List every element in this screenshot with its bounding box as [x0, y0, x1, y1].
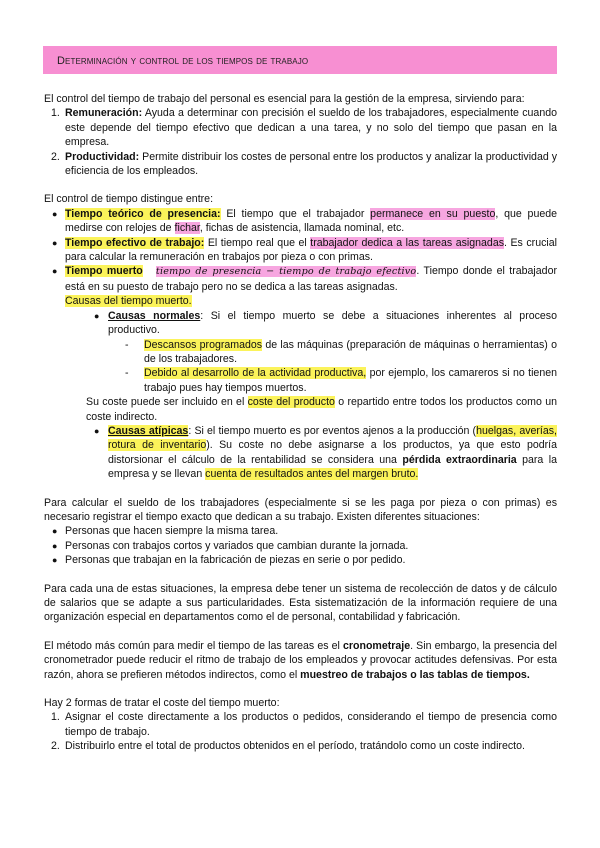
bullet-icon: ●	[94, 425, 100, 436]
metodo-paragraph: El método más común para medir el tiempo de las tareas es el cronometraje. Sin embargo, la presencia del cronometrador puede reducir el ritmo de trabajo de los empleados y provocar actitudes defensivas. Por esta razón, ahora se prefieren métodos indirectos, como el muestreo de trabajos o las tablas de tiempos.	[44, 639, 558, 681]
normal-cost-paragraph: Su coste puede ser incluido en el coste del producto o repartido entre todos los productos como un coste indirecto.	[86, 396, 557, 423]
bullet-icon: ●	[94, 310, 100, 321]
causes-list	[65, 309, 557, 338]
list-item-tiempo-teorico: ● Tiempo teórico de presencia: El tiempo que el trabajador permanece en su puesto, que puede medirse con relojes de fichar, fichas de asistencia, llamada nominal, etc.	[52, 207, 558, 235]
purposes-list	[44, 106, 557, 178]
list-item-causas-atipicas: ● Causas atípicas: Si el tiempo muerto es por eventos ajenos a la producción (huelgas, averías, rotura de inventario). Su coste no debe asignarse a los productos, ya que esto podría distorsionar el cálculo de la rentabilidad se considera una pérdida extraordinaria para la empresa y se llevan cuenta de resultados antes del margen bruto.	[94, 424, 558, 481]
list-item-causas-normales: ● Causas normales: Si el tiempo muerto se debe a situaciones inherentes al proceso productivo.	[94, 309, 557, 337]
causes-list-atipicas	[65, 424, 557, 482]
bullet-icon: ●	[52, 526, 58, 537]
bullet-icon: ●	[52, 555, 58, 566]
list-item: ● Personas que trabajan en la fabricación de piezas en serie o por pedido.	[52, 554, 406, 567]
list-item: - Descansos programados de las máquinas (preparación de máquinas o herramientas) o de los trabajadores.	[125, 338, 557, 365]
normal-causes-sublist	[65, 338, 557, 396]
bullet-icon: ●	[52, 266, 58, 277]
intro-paragraph: El control del tiempo de trabajo del personal es esencial para la gestión de la empresa, sirviendo para:	[44, 93, 525, 105]
distinguish-paragraph: El control de tiempo distingue entre:	[44, 193, 214, 206]
bullet-icon: ●	[52, 208, 58, 219]
list-item: 1. Asignar el coste directamente a los productos o pedidos, considerando el tiempo de presencia como tiempo de trabajo.	[51, 711, 557, 738]
list-item-tiempo-efectivo: ● Tiempo efectivo de trabajo: El tiempo real que el trabajador dedica a las tareas asignadas. Es crucial para calcular la remuneración en trabajos por pieza o con primas.	[52, 236, 557, 264]
situations-list	[44, 524, 557, 567]
list-item: - Debido al desarrollo de la actividad productiva, por ejemplo, los camareros si no tienen trabajo pues hay tiempos muertos.	[125, 367, 558, 394]
list-item: ● Personas con trabajos cortos y variados que cambian durante la jornada.	[52, 539, 409, 552]
section-title: Determinación y control de los tiempos de trabajo	[57, 55, 309, 67]
causes-label: Causas del tiempo muerto.	[65, 295, 192, 308]
bullet-icon: ●	[52, 237, 58, 248]
document-body	[44, 92, 557, 754]
list-item: 2. Productividad: Permite distribuir los costes de personal entre los productos y analizar la productividad y eficiencia de los empleados.	[51, 150, 557, 178]
list-item: 1. Remuneración: Ayuda a determinar con precisión el sueldo de los trabajadores, especialmente cuando este depende del tiempo efectivo que dedican a una tarea, y no solo del tiempo que pasan en la empresa.	[51, 107, 557, 149]
section-title-bar	[43, 46, 557, 74]
formula: tiempo de presencia − tiempo de trabajo efectivo	[155, 266, 417, 278]
formas-intro: Hay 2 formas de tratar el coste del tiempo muerto:	[44, 697, 280, 710]
list-item: ● Personas que hacen siempre la misma tarea.	[52, 525, 279, 538]
sistema-paragraph: Para cada una de estas situaciones, la empresa debe tener un sistema de recolección de datos y de cálculo de salarios que se adapte a sus particularidades. Esta sistematización de la información requiere de una organización especial en departamentos como el de personal, contabilidad y fabricación.	[44, 582, 557, 624]
bullet-icon: ●	[52, 540, 58, 551]
list-item-tiempo-muerto: ● Tiempo muerto tiempo de presencia − tiempo de trabajo efectivo. Tiempo donde el trabajador está en su puesto de trabajo pero no se dedica a las tareas asignadas. Causas del tiempo muerto. ● Causas normales: Si el tiempo muerto se debe a situaciones inherentes al proceso productivo. - Descansos programados de las máquinas (preparación de máquinas o herramientas) o de los trabajadores. - Debido al desarrollo de la actividad productiva, por ejemplo, los camareros si no tienen trabajo pues hay tiempos muertos. Su coste puede ser incluido en el coste del producto o repartido entre todos los productos como un coste indirecto. ● Causas atípicas: Si el tiempo muerto es por eventos ajenos a la producción (huelgas, averías, rotura de inventario). Su coste no debe asignarse a los productos, ya que esto podría distorsionar el cálculo de la rentabilidad se considera una pérdida extraordinaria para la empresa y se llevan cuenta de resultados antes del margen bruto.	[52, 265, 558, 481]
list-item: 2. Distribuirlo entre el total de productos obtenidos en el período, tratándolo como un coste indirecto.	[51, 740, 525, 753]
formas-list	[44, 710, 557, 753]
sueldo-paragraph: Para calcular el sueldo de los trabajadores (especialmente si se les paga por pieza o con primas) es necesario registrar el tiempo exacto que dedican a su trabajo. Existen diferentes situaciones:	[44, 496, 557, 523]
time-types-list	[44, 207, 557, 482]
